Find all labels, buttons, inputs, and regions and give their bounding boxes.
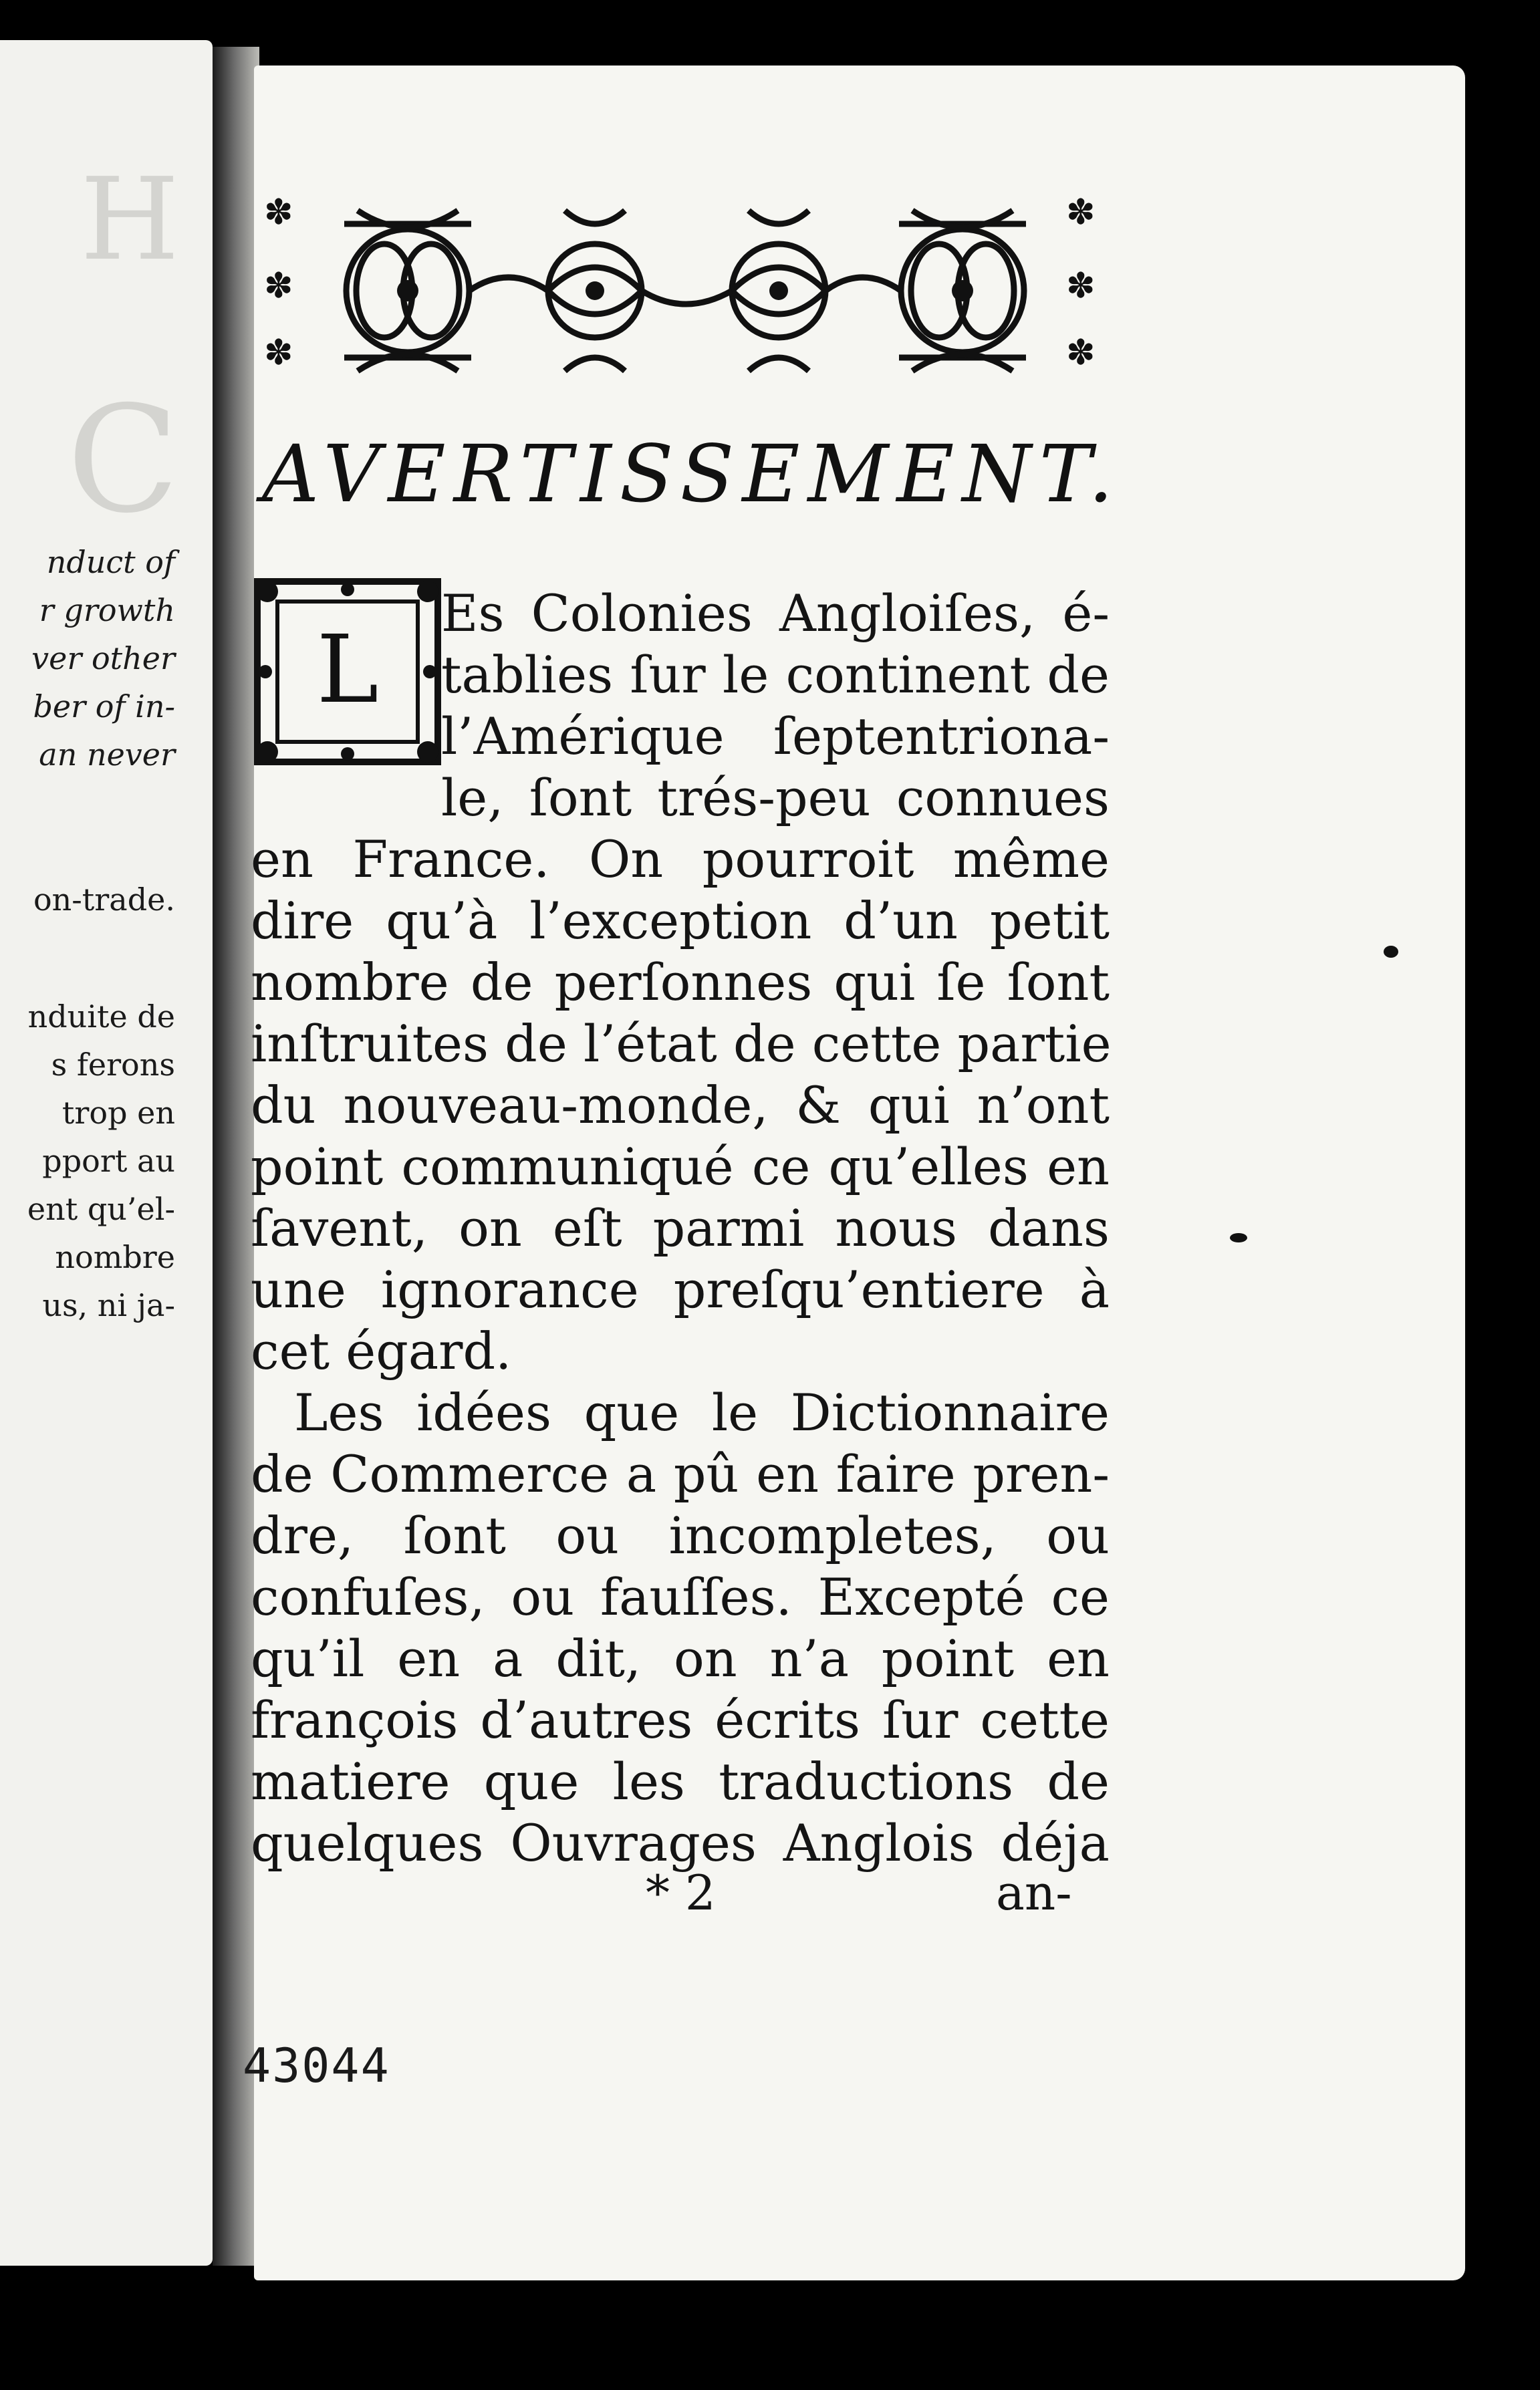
text-line: qu’il en a dit, on n’a point en [251, 1629, 1110, 1688]
left-page-line: ent qu’el- [27, 1191, 175, 1227]
previous-page [0, 40, 213, 2266]
svg-text:✽: ✽ [1066, 192, 1096, 233]
left-page-line: an never [39, 737, 175, 773]
text-line: nombre de perſonnes qui ſe ſont [251, 952, 1110, 1012]
decorative-headpiece [251, 184, 1120, 398]
left-page-faint-letter: C [67, 374, 180, 545]
text-line: Les idées que le Dictionnaire [294, 1383, 1110, 1442]
text-line: l’Amérique ſeptentriona- [441, 706, 1110, 766]
left-page-line: r growth [39, 592, 175, 628]
text-line: dire qu’à l’exception d’un petit [251, 891, 1110, 950]
left-page-line: us, ni ja- [42, 1287, 175, 1323]
text-line: une ignorance preſqu’entiere à [251, 1260, 1110, 1319]
text-line: françois d’autres écrits ſur cette [251, 1690, 1110, 1750]
svg-text:✽: ✽ [264, 192, 293, 233]
text-line: point communiqué ce qu’elles en [251, 1137, 1110, 1196]
text-line: tablies ſur le continent de [441, 645, 1110, 704]
text-line: de Commerce a pû en faire pren- [251, 1444, 1110, 1504]
drop-cap-frame [251, 575, 444, 769]
handwritten-number: 43044 [243, 2038, 390, 2093]
svg-text:✽: ✽ [264, 266, 293, 306]
text-line: confuſes, ou fauſſes. Excepté ce [251, 1567, 1110, 1627]
left-page-line: s ferons [51, 1047, 175, 1083]
text-line: en France. On pourroit même [251, 829, 1110, 889]
signature-mark: * 2 [646, 1865, 716, 1921]
svg-text:✽: ✽ [1066, 333, 1096, 373]
text-line: ſavent, on eſt parmi nous dans [251, 1198, 1110, 1258]
catchword: an- [996, 1865, 1072, 1921]
text-line: matiere que les traductions de [251, 1752, 1110, 1811]
svg-text:✽: ✽ [264, 333, 293, 373]
left-page-line: nombre [55, 1239, 175, 1275]
ink-speck [1230, 1233, 1247, 1242]
text-line: quelques Ouvrages Anglois déja [251, 1813, 1110, 1873]
drop-cap-letter: L [316, 616, 379, 724]
left-page-line: trop en [61, 1095, 175, 1131]
svg-text:✽: ✽ [1066, 266, 1096, 306]
left-page-line: nduite de [27, 999, 175, 1035]
left-page-faint-letter: H [80, 154, 180, 286]
section-heading: AVERTISSEMENT. [262, 428, 1122, 520]
left-page-line: pport au [42, 1143, 175, 1179]
ink-speck [1384, 946, 1398, 958]
text-line: dre, ſont ou incompletes, ou [251, 1506, 1110, 1565]
left-page-line: on-trade. [33, 882, 175, 918]
text-line: du nouveau-monde, & qui n’ont [251, 1075, 1110, 1135]
text-line: inſtruites de l’état de cette partie [251, 1014, 1112, 1073]
left-page-line: ver other [31, 640, 175, 676]
text-line: le, ſont trés-peu connues [441, 768, 1110, 827]
left-page-line: ber of in- [33, 688, 175, 724]
left-page-line: nduct of [46, 544, 175, 580]
text-line: cet égard. [251, 1321, 512, 1381]
text-line: Es Colonies Angloiſes, é- [441, 583, 1110, 643]
